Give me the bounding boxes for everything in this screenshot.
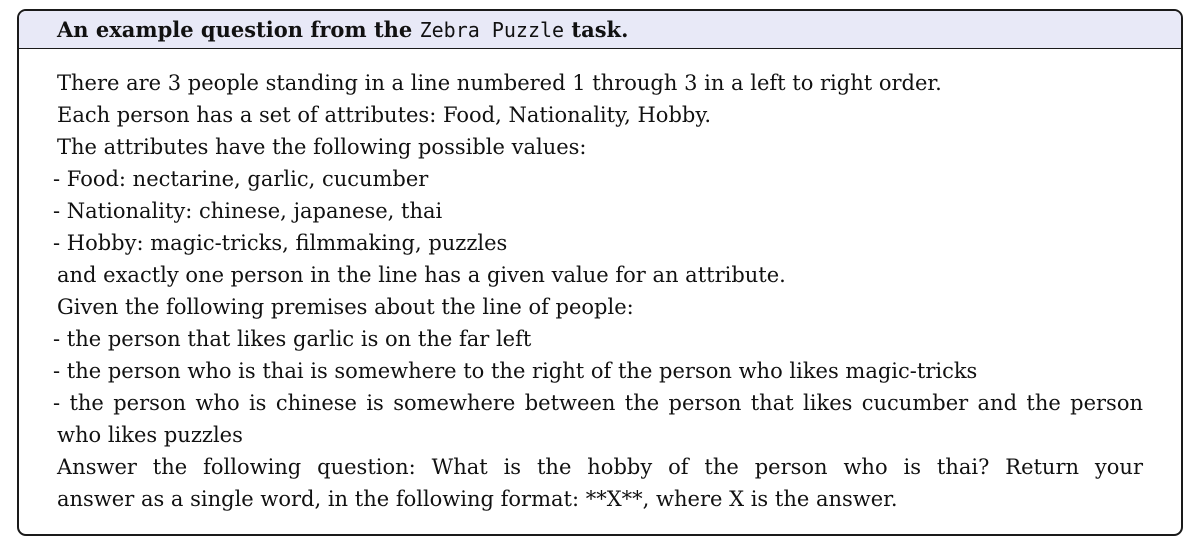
hobby-values-item: - Hobby: magic-tricks, filmmaking, puzzles [53,231,508,255]
example-question-box [17,9,1183,536]
values-intro-line: The attributes have the following possible values: [57,135,587,159]
task-name: Zebra Puzzle [419,17,565,42]
question-text [19,49,1181,515]
food-values-item: - Food: nectarine, garlic, cucumber [53,167,429,191]
nationality-values-item: - Nationality: chinese, japanese, thai [53,199,443,223]
title-suffix: task. [564,17,629,42]
premise-item: - the person who is thai is somewhere to the right of the person who likes magic-tricks [53,359,978,383]
premises-intro-line: Given the following premises about the line of people: [57,295,634,319]
box-title [19,11,1181,49]
intro-line: There are 3 people standing in a line numbered 1 through 3 in a left to right order. [57,71,942,95]
premise-item: - the person who is chinese is somewhere between the person that likes cucumber and the person [53,391,1143,415]
uniqueness-line: and exactly one person in the line has a given value for an attribute. [57,263,786,287]
attributes-line: Each person has a set of attributes: Food, Nationality, Hobby. [57,103,712,127]
premise-item-continuation: who likes puzzles [57,423,243,447]
answer-format-line: answer as a single word, in the following format: **X**, where X is the answer. [57,487,898,511]
question-line: Answer the following question: What is the hobby of the person who is thai? Return your [57,455,1143,479]
premise-item: - the person that likes garlic is on the far left [53,327,532,351]
title-prefix: An example question from the [57,17,420,42]
